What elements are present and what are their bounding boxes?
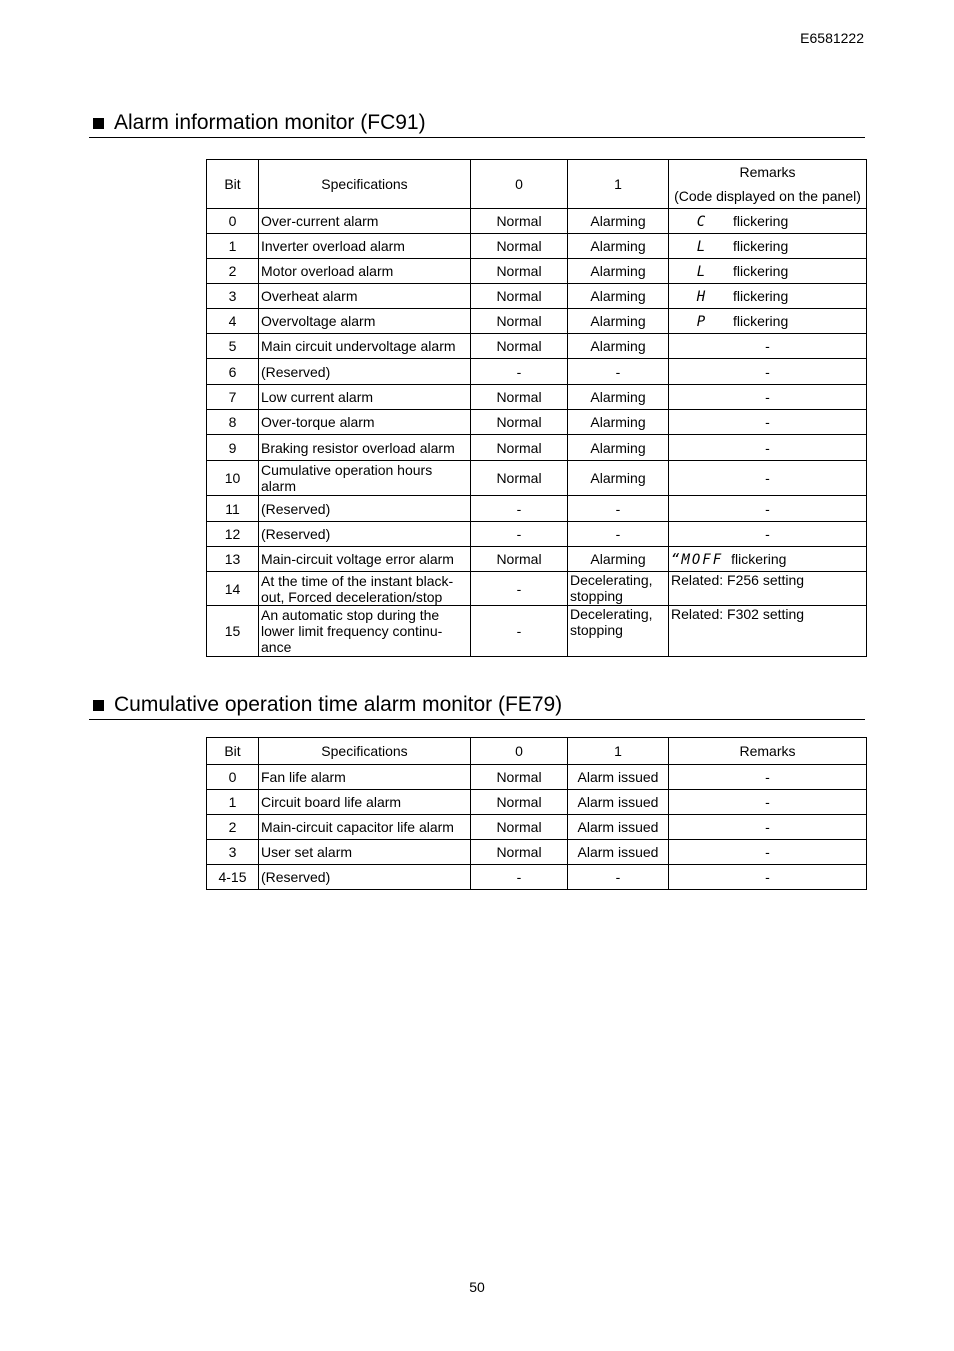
panel-code-box [671,551,723,568]
section-title-cumulative-alarm [89,691,865,720]
col-header-spec: Specifications [259,160,471,209]
table-row [207,435,867,461]
bit-cell: 0 [207,765,259,790]
spec-cell: Main-circuit voltage error alarm [259,547,471,572]
bit-cell: 2 [207,815,259,840]
spec-cell: (Reserved) [259,865,471,890]
col-header-zero: 0 [471,160,568,209]
spec-cell: Cumulative operation hours alarm [259,461,471,496]
square-bullet-icon [93,118,104,129]
section-title-alarm-info [89,109,865,138]
alarm-info-table-body [207,209,867,657]
value-zero-cell: - [471,572,568,606]
table-row [207,606,867,657]
bit-cell: 15 [207,606,259,657]
spec-cell: Fan life alarm [259,765,471,790]
table-row [207,259,867,284]
col-header-spec: Specifications [259,738,471,765]
value-zero-cell: Normal [471,435,568,461]
remarks-cell: Related: F256 setting [669,572,867,606]
remarks-header-line1: Remarks [739,164,796,180]
spec-cell: Main-circuit capacitor life alarm [259,815,471,840]
remarks-cell: - [669,435,867,461]
col-header-one: 1 [568,738,669,765]
section-title-text: Alarm information monitor (FC91) [114,111,426,134]
document-code: E6581222 [800,30,864,46]
value-zero-cell: Normal [471,334,568,359]
table-row [207,522,867,547]
bit-cell: 13 [207,547,259,572]
remark-text: flickering [733,238,789,254]
panel-code-glyph: L [696,238,708,255]
value-zero-cell: Normal [471,765,568,790]
value-zero-cell: - [471,522,568,547]
table-row [207,765,867,790]
spec-cell: Motor overload alarm [259,259,471,284]
table-row [207,815,867,840]
remarks-cell: - [669,790,867,815]
page-number: 50 [469,1279,485,1295]
value-one-cell: Alarming [568,259,669,284]
value-one-cell: Alarming [568,461,669,496]
value-zero-cell: Normal [471,547,568,572]
value-one-cell: Alarming [568,309,669,334]
table-header-row [207,738,867,765]
value-one-cell: Alarming [568,209,669,234]
spec-cell: Inverter overload alarm [259,234,471,259]
spec-cell: Low current alarm [259,385,471,410]
panel-code [671,238,788,255]
remarks-cell: - [669,359,867,385]
value-zero-cell: Normal [471,790,568,815]
value-one-cell: Alarming [568,410,669,435]
bit-cell: 9 [207,435,259,461]
table-row [207,496,867,522]
spec-cell: Braking resistor overload alarm [259,435,471,461]
table-row [207,334,867,359]
value-one-cell: Alarm issued [568,790,669,815]
panel-code-glyph: L [696,263,708,280]
panel-code-glyph: P [696,313,708,330]
bit-cell: 2 [207,259,259,284]
remarks-cell: - [669,815,867,840]
remarks-cell: - [669,840,867,865]
remark-text: flickering [733,313,789,329]
value-one-cell: - [568,522,669,547]
bit-cell: 6 [207,359,259,385]
spec-cell: An automatic stop during the lower limit frequency continu-ance [259,606,471,657]
panel-code-box [671,313,733,330]
value-zero-cell: Normal [471,840,568,865]
panel-code-box [671,213,733,230]
table-row [207,209,867,234]
value-zero-cell: Normal [471,815,568,840]
bit-cell: 10 [207,461,259,496]
remark-text: flickering [733,288,789,304]
table-row [207,572,867,606]
bit-cell: 5 [207,334,259,359]
bit-cell: 14 [207,572,259,606]
table-row [207,461,867,496]
panel-code-glyph: H [696,288,708,305]
value-zero-cell: - [471,606,568,657]
panel-code [671,551,786,568]
value-one-cell: Alarm issued [568,815,669,840]
panel-code-glyph: “MOFF [671,551,724,568]
value-one-cell: Alarming [568,284,669,309]
value-one-cell: Alarming [568,547,669,572]
spec-cell: Over-torque alarm [259,410,471,435]
panel-code-glyph: C [696,213,708,230]
value-one-cell: - [568,359,669,385]
remarks-cell: Related: F302 setting [669,606,867,657]
bit-cell: 12 [207,522,259,547]
value-zero-cell: Normal [471,234,568,259]
table-row [207,309,867,334]
value-one-cell: - [568,496,669,522]
remarks-cell: - [669,496,867,522]
spec-cell: User set alarm [259,840,471,865]
table-row [207,865,867,890]
remarks-cell: - [669,522,867,547]
bit-cell: 7 [207,385,259,410]
spec-cell: (Reserved) [259,359,471,385]
spec-cell: Over-current alarm [259,209,471,234]
table-row [207,234,867,259]
value-zero-cell: Normal [471,309,568,334]
remarks-cell [669,259,867,284]
table-row [207,410,867,435]
remarks-cell: - [669,385,867,410]
col-header-remarks [669,160,867,209]
bit-cell: 1 [207,234,259,259]
value-zero-cell: Normal [471,259,568,284]
spec-cell: Overheat alarm [259,284,471,309]
remarks-cell [669,547,867,572]
cumulative-alarm-table-body [207,765,867,890]
table-row [207,385,867,410]
remarks-cell: - [669,765,867,790]
section-title-text: Cumulative operation time alarm monitor (FE79) [114,693,563,716]
square-bullet-icon [93,700,104,711]
col-header-zero: 0 [471,738,568,765]
remarks-cell [669,309,867,334]
remark-text: flickering [731,551,787,567]
table-row [207,840,867,865]
panel-code [671,263,788,280]
remarks-cell: - [669,865,867,890]
bit-cell: 0 [207,209,259,234]
panel-code-box [671,263,733,280]
remark-text: flickering [733,213,789,229]
panel-code-box [671,238,733,255]
value-zero-cell: - [471,496,568,522]
value-one-cell: Decelerating, stopping [568,606,669,657]
value-zero-cell: Normal [471,385,568,410]
value-one-cell: Alarming [568,385,669,410]
remarks-cell [669,284,867,309]
value-one-cell: Decelerating, stopping [568,572,669,606]
value-one-cell: Alarm issued [568,840,669,865]
value-zero-cell: - [471,359,568,385]
remarks-cell [669,209,867,234]
value-one-cell: Alarming [568,435,669,461]
bit-cell: 3 [207,840,259,865]
panel-code-box [671,288,733,305]
bit-cell: 8 [207,410,259,435]
col-header-one: 1 [568,160,669,209]
value-one-cell: Alarm issued [568,765,669,790]
bit-cell: 3 [207,284,259,309]
remarks-cell: - [669,334,867,359]
value-zero-cell: Normal [471,410,568,435]
value-zero-cell: Normal [471,284,568,309]
spec-cell: Circuit board life alarm [259,790,471,815]
table-row [207,359,867,385]
spec-cell: Overvoltage alarm [259,309,471,334]
spec-cell: (Reserved) [259,496,471,522]
bit-cell: 4 [207,309,259,334]
remarks-cell: - [669,410,867,435]
bit-cell: 1 [207,790,259,815]
panel-code [671,213,788,230]
value-one-cell: - [568,865,669,890]
spec-cell: (Reserved) [259,522,471,547]
table-row [207,790,867,815]
remark-text: flickering [733,263,789,279]
remarks-header-line2: (Code displayed on the panel) [674,188,861,204]
alarm-info-table [206,159,867,657]
value-one-cell: Alarming [568,234,669,259]
table-header-row [207,160,867,209]
remarks-cell [669,234,867,259]
cumulative-alarm-table [206,737,867,890]
spec-cell: Main circuit undervoltage alarm [259,334,471,359]
value-zero-cell: - [471,865,568,890]
table-row [207,284,867,309]
panel-code [671,313,788,330]
value-zero-cell: Normal [471,209,568,234]
panel-code [671,288,788,305]
value-one-cell: Alarming [568,334,669,359]
col-header-bit: Bit [207,738,259,765]
bit-cell: 11 [207,496,259,522]
col-header-bit: Bit [207,160,259,209]
bit-cell: 4-15 [207,865,259,890]
spec-cell: At the time of the instant black-out, Forced deceleration/stop [259,572,471,606]
remarks-cell: - [669,461,867,496]
col-header-remarks: Remarks [669,738,867,765]
value-zero-cell: Normal [471,461,568,496]
table-row [207,547,867,572]
